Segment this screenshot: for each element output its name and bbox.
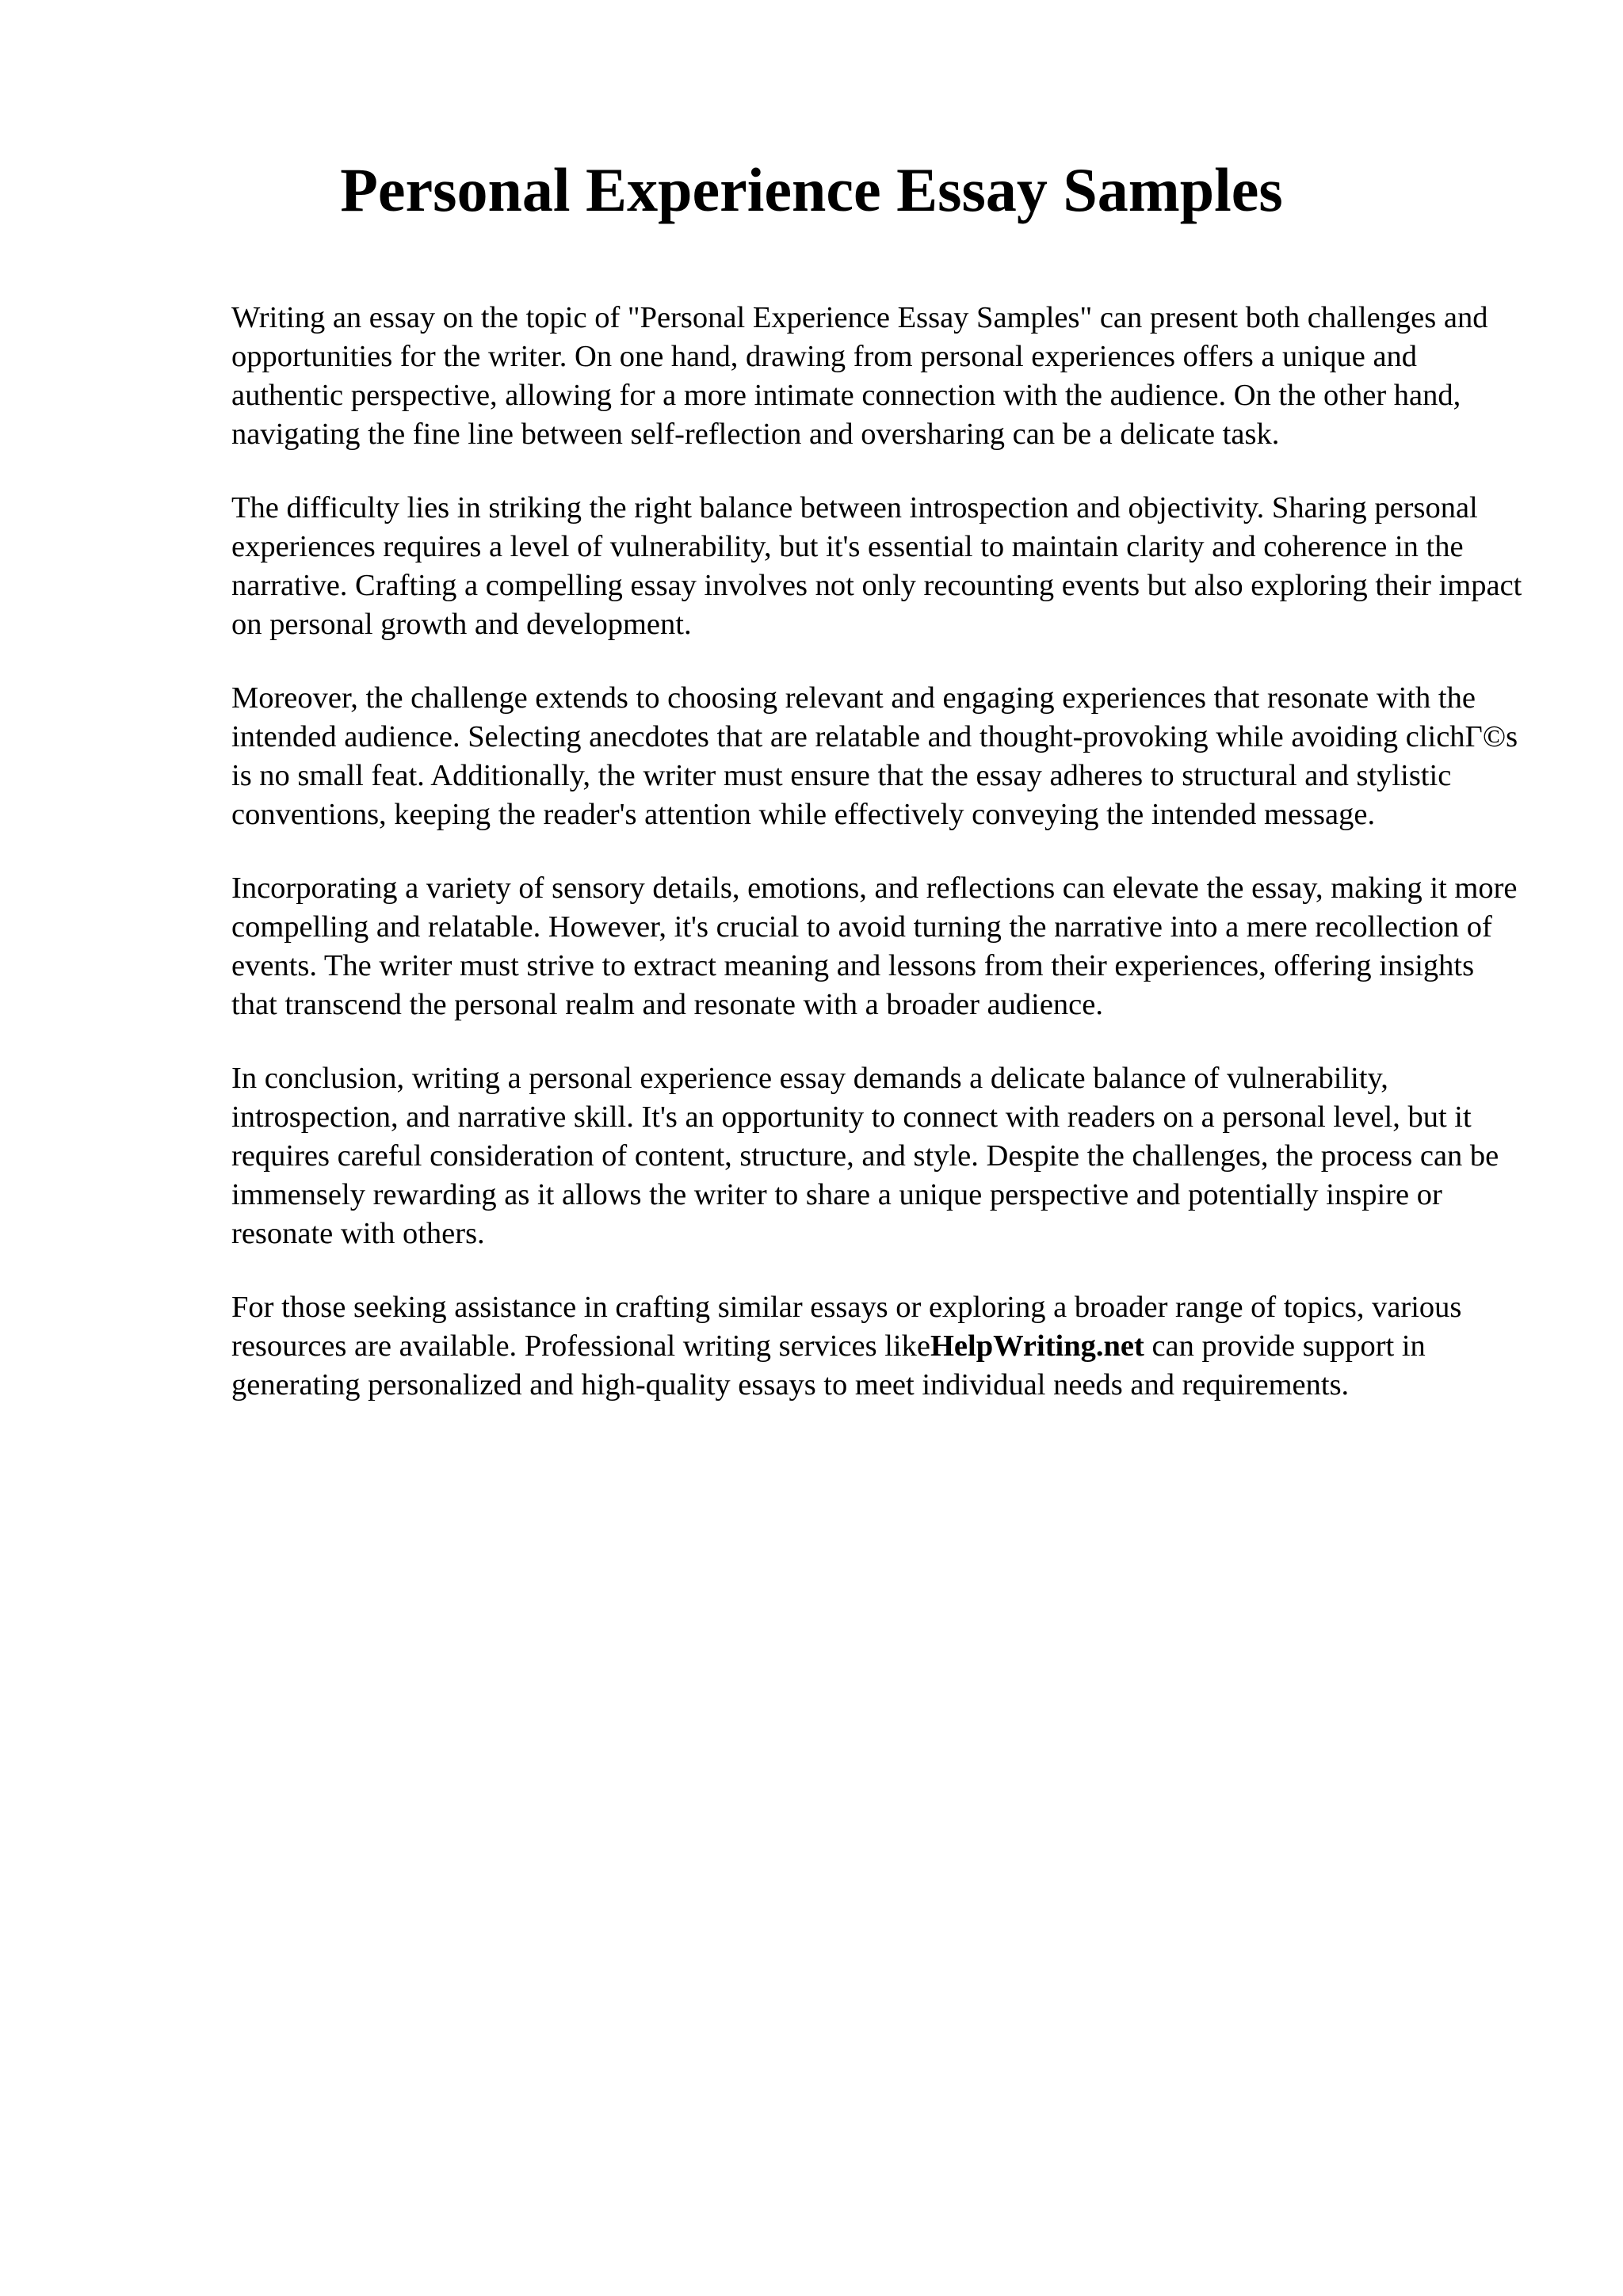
paragraph-challenge: Moreover, the challenge extends to choosing relevant and engaging experiences that resonate with the intended audience. Selecting anecdotes that are relatable and thought-provoking while avoiding clichΓ©s is no small feat. Additionally, the writer must ensure that the essay adheres to structural and stylistic conventions, keeping the reader's attention while effectively conveying the intended message. [231,681,1518,831]
paragraph-conclusion: In conclusion, writing a personal experience essay demands a delicate balance of vulnerability, introspection, and narrative skill. It's an opportunity to connect with readers on a personal level, but it requires careful consideration of content, structure, and style. Despite the challenges, the process can be immensely rewarding as it allows the writer to share a unique perspective and potentially inspire or resonate with others. [231,1062,1499,1250]
paragraph-difficulty: The difficulty lies in striking the right balance between introspection and objectivity. Sharing personal experiences requires a level of vulnerability, but it's essential to maintain clarity and coherence in the narrative. Crafting a compelling essay involves not only recounting events but also exploring their impact on personal growth and development. [231,491,1522,641]
paragraph-sensory-details: Incorporating a variety of sensory details, emotions, and reflections can elevate the essay, making it more compelling and relatable. However, it's crucial to avoid turning the narrative into a mere recollection of events. The writer must strive to extract meaning and lessons from their experiences, offering insights that transcend the personal realm and resonate with a broader audience. [231,871,1518,1021]
document-title: Personal Experience Essay Samples [340,155,1283,224]
closing-text-before: For those seeking assistance in crafting similar essays or exploring a broader range of topics, various resources are available. Professional writing services like [231,1291,1462,1363]
paragraph-closing [231,1288,1523,1405]
brand-name: HelpWriting.net [930,1329,1144,1363]
closing-text-after: can provide support in generating personalized and high-quality essays to meet individual needs and requirements. [231,1329,1426,1402]
paragraph-intro: Writing an essay on the topic of "Personal Experience Essay Samples" can present both challenges and opportunities for the writer. On one hand, drawing from personal experiences offers a unique and authentic perspective, allowing for a more intimate connection with the audience. On the other hand, navigating the fine line between self-reflection and oversharing can be a delicate task. [231,301,1488,451]
document-body [231,299,1523,1440]
